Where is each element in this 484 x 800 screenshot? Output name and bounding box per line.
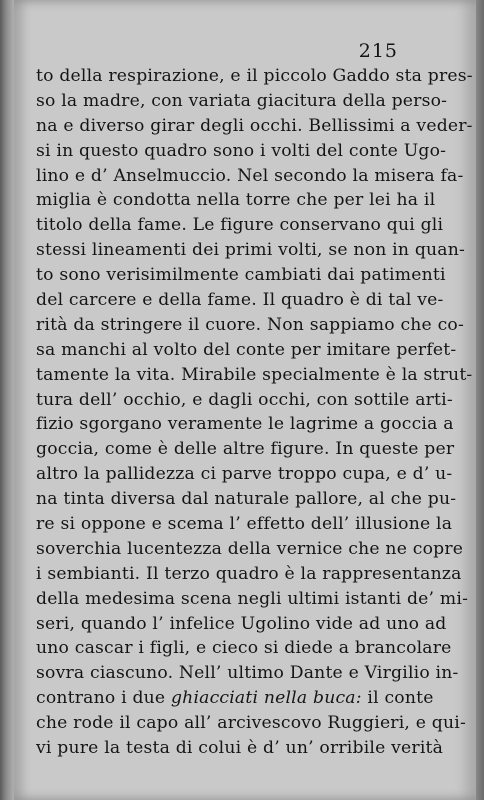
text-line: lino e d’ Anselmuccio. Nel secondo la misera fa- (36, 165, 464, 186)
text-line: del carcere e della fame. Il quadro è di tal ve- (36, 290, 444, 311)
text-line: fizio sgorgano veramente le lagrime a goccia a (36, 414, 454, 435)
text-line: titolo della fame. Le figure conservano qui gli (36, 215, 444, 236)
text-line: miglia è condotta nella torre che per lei ha il (36, 190, 436, 211)
text-line: goccia, come è delle altre figure. In queste per (36, 439, 455, 460)
text-line: altro la pallidezza ci parve troppo cupa, e d’ u- (36, 464, 453, 485)
text-line: re si oppone e scema l’ effetto dell’ illusione la (36, 514, 453, 535)
text-line: vi pure la testa di colui è d’ un’ orribile verità (36, 738, 444, 759)
page-number: 215 (358, 40, 398, 62)
text-line: tura dell’ occhio, e dagli occhi, con sottile arti- (36, 389, 453, 410)
text-line: della medesima scena negli ultimi istanti de’ mi- (36, 588, 469, 609)
text-line: sa manchi al volto del conte per imitare perfet- (36, 339, 457, 360)
text-line: stessi lineamenti dei primi volti, se non in quan- (36, 240, 466, 261)
text-line: to sono verisimilmente cambiati dai patimenti (36, 265, 446, 286)
text-line: seri, quando l’ infelice Ugolino vide ad uno ad (36, 613, 447, 634)
text-line (36, 686, 434, 711)
text-line: soverchia lucentezza della vernice che ne copre (36, 538, 464, 559)
text-line: che rode il capo all’ arcivescovo Ruggieri, e qui- (36, 713, 466, 734)
page (14, 0, 476, 800)
text-line: so la madre, con variata giacitura della perso- (36, 90, 448, 111)
text-line: na e diverso girar degli occhi. Bellissimi a veder- (36, 115, 473, 136)
text-line: na tinta diversa dal naturale pallore, al che pu- (36, 489, 457, 510)
text-line: tamente la vita. Mirabile specialmente è la strut- (36, 364, 473, 385)
text-line: si in questo quadro sono i volti del conte Ugo- (36, 140, 447, 161)
text-line: uno cascar i figli, e cieco si diede a brancolare (36, 638, 452, 659)
text-line: sovra ciascuno. Nell’ ultimo Dante e Virgilio in- (36, 663, 459, 684)
italic-quote: ghiacciati nella buca: (170, 688, 362, 709)
text-line: rità da stringere il cuore. Non sappiamo che co- (36, 314, 464, 335)
body-text (36, 64, 473, 761)
text-segment: contrano i due (36, 688, 171, 709)
text-line: i sembianti. Il terzo quadro è la rappresentanza (36, 563, 462, 584)
text-segment: il conte (361, 688, 434, 709)
text-line: to della respirazione, e il piccolo Gaddo sta pres- (36, 66, 473, 86)
